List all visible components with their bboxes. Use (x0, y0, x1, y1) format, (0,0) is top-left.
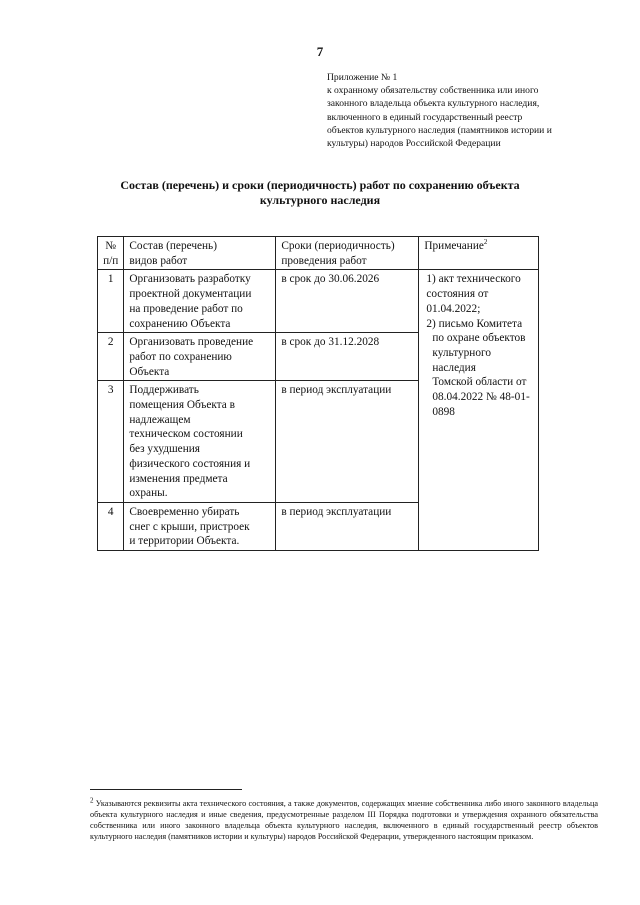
note-line: 1) акт технического (426, 273, 521, 286)
note-line: 2) письмо Комитета (426, 317, 523, 330)
work-line: физического состояния и (129, 457, 251, 470)
note-line: Томской области от (432, 376, 527, 389)
work-line: на проведение работ по (129, 302, 243, 315)
work-line: работ по сохранению (129, 350, 232, 363)
header-num-line: № (105, 240, 117, 252)
note-line: культурного наследия (432, 346, 491, 374)
row-work (124, 270, 276, 333)
work-line: без ухудшения (129, 443, 200, 456)
header-num-line: п/п (103, 254, 119, 267)
note-line: по охране объектов (432, 332, 526, 345)
work-line: Организовать проведение (129, 336, 254, 349)
footnote (90, 798, 598, 842)
header-term (276, 237, 419, 270)
row-work (124, 381, 276, 503)
appendix-header (327, 71, 589, 150)
row-term: в срок до 30.06.2026 (276, 270, 419, 333)
table-row (98, 270, 539, 333)
works-table (97, 236, 539, 551)
work-line: надлежащем (129, 413, 191, 426)
row-note (419, 270, 539, 551)
header-work-line: Состав (перечень) (129, 240, 217, 252)
page-number: 7 (316, 44, 324, 59)
work-line: проектной документации (129, 288, 252, 301)
header-note-label: Примечание (424, 240, 484, 252)
appendix-line: законного владельца объекта культурного наследия, (327, 98, 540, 110)
header-note (419, 237, 539, 270)
footnote-ref: 2 (483, 238, 488, 247)
row-num: 3 (98, 381, 124, 503)
row-work (124, 502, 276, 550)
work-line: Организовать разработку (129, 273, 251, 286)
header-term-line: проведения работ (281, 254, 367, 267)
row-term: в срок до 31.12.2028 (276, 333, 419, 381)
row-num: 4 (98, 502, 124, 550)
appendix-line: включенного в единый государственный реестр (327, 111, 523, 123)
title-line: культурного наследия (259, 193, 381, 207)
footnote-separator (90, 789, 242, 790)
work-line: снег с крыши, пристроек (129, 520, 250, 533)
work-line: Своевременно убирать (129, 505, 240, 518)
header-work-line: видов работ (129, 254, 188, 267)
work-line: Поддерживать (129, 384, 199, 397)
work-line: изменения предмета (129, 472, 228, 485)
work-line: техническом состоянии (129, 428, 243, 441)
row-term: в период эксплуатации (276, 502, 419, 550)
work-line: охраны. (129, 487, 168, 500)
table-header-row (98, 237, 539, 270)
appendix-line: объектов культурного наследия (памятников истории и (327, 124, 552, 136)
header-term-line: Сроки (периодичность) (281, 240, 395, 252)
footnote-marker: 2 (90, 796, 94, 805)
work-line: сохранению Объекта (129, 317, 231, 330)
note-line: состояния от 01.04.2022; (426, 288, 489, 315)
note-line: 08.04.2022 № 48-01-0898 (432, 391, 530, 418)
header-work (124, 237, 276, 270)
work-line: и территории Объекта. (129, 535, 240, 548)
footnote-text: Указываются реквизиты акта технического состояния, а также документов, содержащих мнение собственника либо иного законного владельца объекта культурного наследия и иные сведения, предусмотренные разделом III Порядка подготовки и утверждения охранного обязательства собственника или иного законного владельца объекта культурного наследия, включенного в единый государственный реестр объектов культурного наследия (памятников истории и культуры) народов Российской Федерации, утвержденного настоящим приказом. (90, 799, 599, 841)
title-line: Состав (перечень) и сроки (периодичность) работ по сохранению объекта (120, 178, 520, 192)
work-line: Объекта (129, 365, 170, 378)
appendix-line: Приложение № 1 (327, 72, 398, 83)
appendix-line: культуры) народов Российской Федерации (327, 138, 501, 150)
document-title (90, 178, 550, 208)
row-work (124, 333, 276, 381)
appendix-line: к охранному обязательству собственника или иного (327, 85, 539, 97)
row-num: 1 (98, 270, 124, 333)
header-num (98, 237, 124, 270)
work-line: помещения Объекта в (129, 399, 235, 412)
row-term: в период эксплуатации (276, 381, 419, 503)
row-num: 2 (98, 333, 124, 381)
